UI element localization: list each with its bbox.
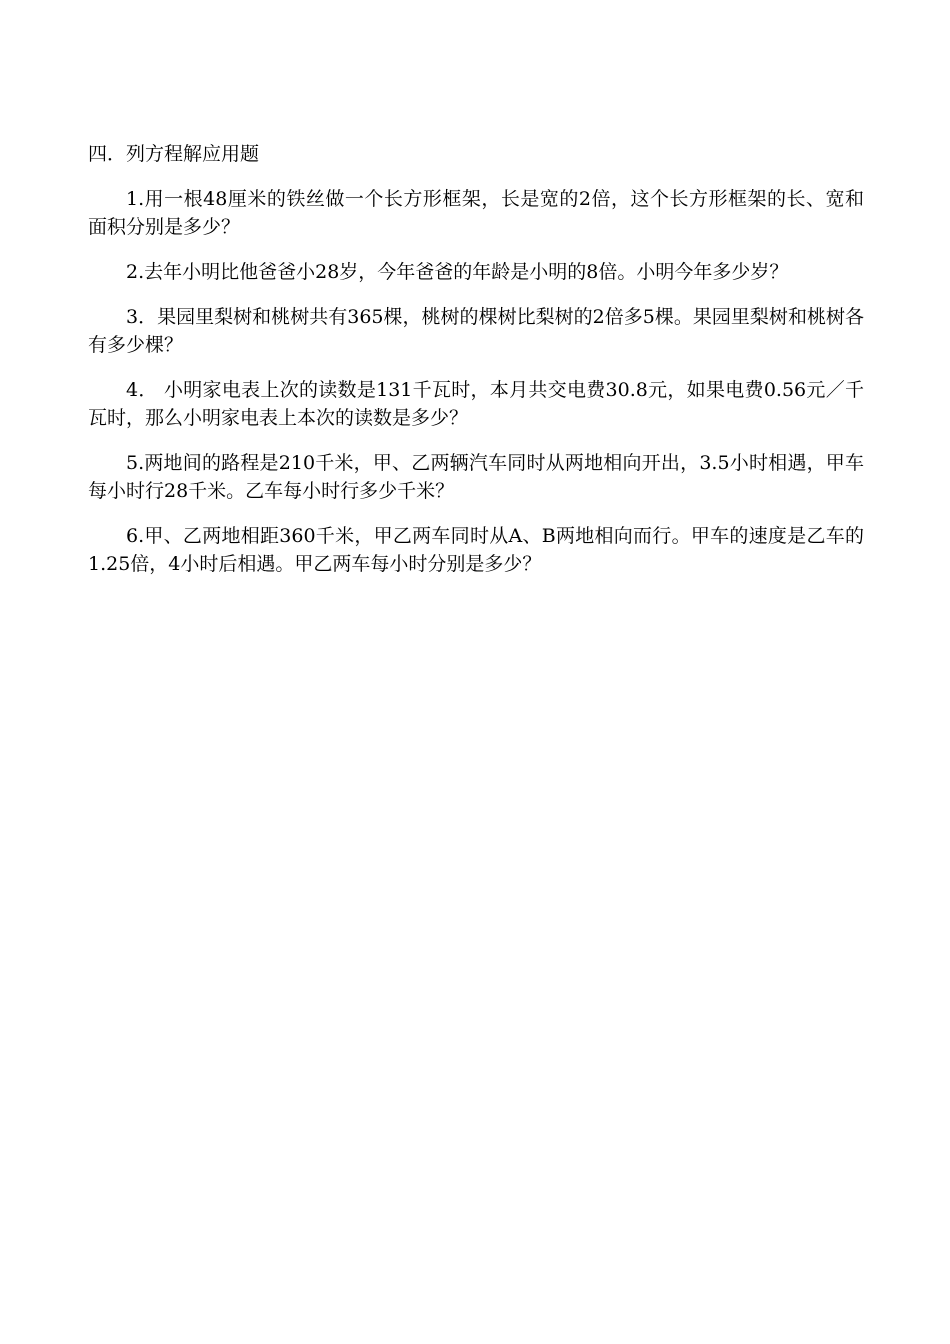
- section-title: 四．列方程解应用题: [88, 143, 260, 165]
- problem-4: 4． 小明家电表上次的读数是131千瓦时，本月共交电费30.8元，如果电费0.56元／千瓦时，那么小明家电表上本次的读数是多少？: [88, 379, 864, 429]
- problem-1: 1.用一根48厘米的铁丝做一个长方形框架，长是宽的2倍，这个长方形框架的长、宽和面积分别是多少？: [88, 188, 864, 238]
- problem-2: 2.去年小明比他爸爸小28岁，今年爸爸的年龄是小明的8倍。小明今年多少岁？: [126, 261, 789, 283]
- worksheet-page: [88, 140, 864, 595]
- problem-5: 5.两地间的路程是210千米，甲、乙两辆汽车同时从两地相向开出，3.5小时相遇，甲车每小时行28千米。乙车每小时行多少千米？: [88, 452, 864, 502]
- problem-3: 3．果园里梨树和桃树共有365棵，桃树的棵树比梨树的2倍多5棵。果园里梨树和桃树各有多少棵？: [88, 306, 864, 356]
- problem-6: 6.甲、乙两地相距360千米，甲乙两车同时从A、B两地相向而行。甲车的速度是乙车的1.25倍，4小时后相遇。甲乙两车每小时分别是多少？: [88, 525, 864, 575]
